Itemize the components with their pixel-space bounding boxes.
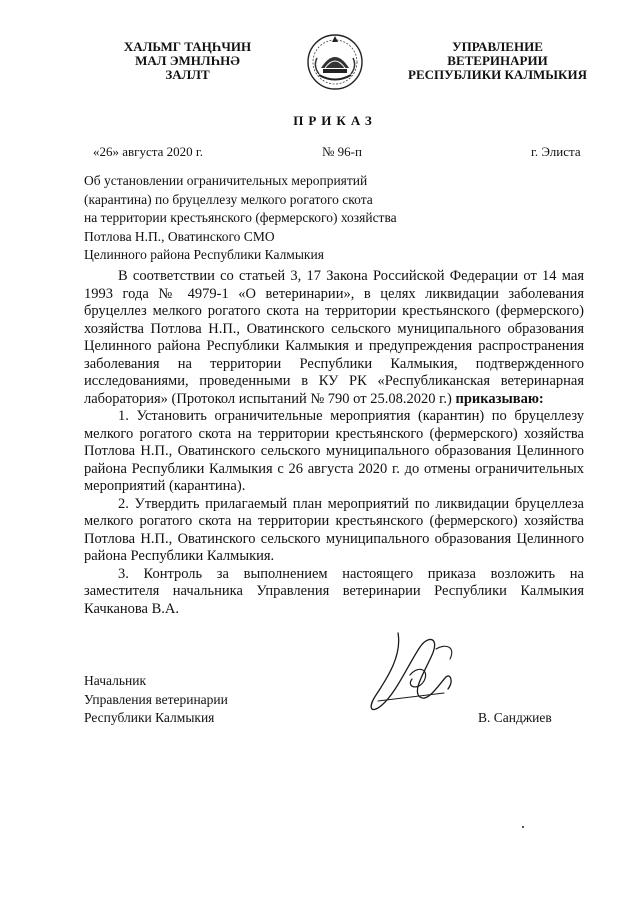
subject-line: (карантина) по бруцеллезу мелкого рогатого скота [84,191,373,207]
preamble-text: В соответствии со статьей 3, 17 Закона Российской Федерации от 14 мая 1993 года № 4979-1 «О ветеринарии», в целях ликвидации заболевания бруцеллез мелкого рогатого скота на территории крестьянского (фермерского) хозяйства Потлова Н.П., Оватинского сельского муниципального образования Целинного района Республики Калмыкия и предупреждения распространения заболевания на территории Республики Калмыкия, подтвержденного исследованиями, проведенными в КУ РК «Республиканская ветеринарная лаборатория» (Протокол испытаний № 790 от 25.08.2020 г.) [84,268,584,407]
position-line: Республики Калмыкия [84,710,215,725]
signatory-position [84,672,228,728]
document-title: ПРИКАЗ [293,113,377,128]
subject-line: Потлова Н.П., Оватинского СМО [84,228,275,244]
order-subject [84,172,397,265]
header-left-line-1: ХАЛЬМГ ТАҢҺЧИН [123,39,252,54]
signer-name: В. Санджиев [478,710,552,725]
order-date: «26» августа 2020 г. [93,144,203,159]
header-right-line-3: РЕСПУБЛИКИ КАЛМЫКИЯ [408,67,587,82]
subject-line: Об установлении ограничительных мероприятий [84,173,368,188]
preamble-paragraph [84,268,584,408]
scan-speck [522,826,524,828]
emblem-icon [305,28,365,96]
subject-line: на территории крестьянского (фермерского) хозяйства [84,210,397,225]
order-number: № 96-п [322,144,362,159]
header-right-line-2: ВЕТЕРИНАРИИ [447,53,548,68]
order-item: 3. Контроль за выполнением настоящего приказа возложить на заместителя начальника Управления ветеринарии Республики Калмыкия Качканова В.А. [84,565,584,617]
header-left-line-2: МАЛ ЭМНЛҺНӘ [135,53,240,68]
order-word: приказываю: [455,390,544,407]
order-item: 2. Утвердить прилагаемый план мероприятий по ликвидации бруцеллеза мелкого рогатого скота на территории крестьянского (фермерского) хозяйства Потлова Н.П., Оватинского сельского муниципального образования Целинного района Республики Калмыкия. [84,495,584,564]
subject-line: Целинного района Республики Калмыкия [84,247,324,262]
header-left [100,40,275,82]
position-line: Начальник [84,673,147,688]
order-body [84,268,584,618]
header-right-line-1: УПРАВЛЕНИЕ [452,39,543,54]
handwritten-signature [358,625,470,721]
order-item: 1. Установить ограничительные мероприятия (карантин) по бруцеллезу мелкого рогатого скота на территории крестьянского (фермерского) хозяйства Потлова Н.П., Оватинского сельского муниципального образования Целинного района Республики Калмыкия с 26 августа 2020 г. до отмены ограничительных мероприятий (карантина). [84,408,584,494]
order-city: г. Элиста [531,144,581,159]
position-line: Управления ветеринарии [84,691,228,707]
header-right [395,40,600,82]
header-left-line-3: ЗАЛЛТ [165,67,210,82]
